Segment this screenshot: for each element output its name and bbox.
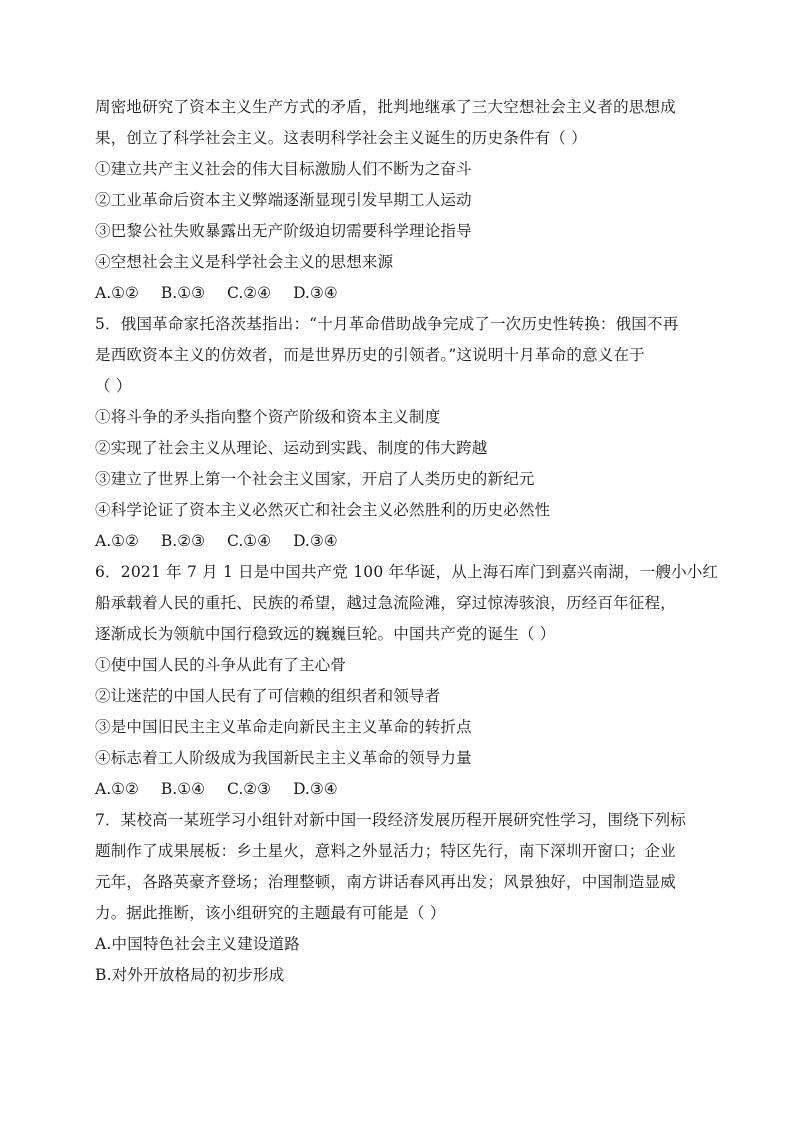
question-stem-line: 5．俄国革命家托洛茨基指出：“十月革命借助战争完成了一次历史性转换：俄国不再 xyxy=(95,315,679,333)
question-6 xyxy=(95,557,719,805)
statement-3: ③建立了世界上第一个社会主义国家，开启了人类历史的新纪元 xyxy=(95,470,535,488)
question-stem-line: 7．某校高一某班学习小组针对新中国一段经济发展历程开展研究性学习，围绕下列标 xyxy=(95,811,686,829)
statement-3: ③是中国旧民主主义革命走向新民主主义革命的转折点 xyxy=(95,718,472,736)
option-b: B.①③ xyxy=(160,284,206,302)
option-b: B.①④ xyxy=(160,780,206,798)
option-a: A.①② xyxy=(95,780,139,798)
option-d: D.③④ xyxy=(293,780,338,798)
question-stem-line: 题制作了成果展板：乡土星火，意料之外显活力；特区先行，南下深圳开窗口；企业 xyxy=(95,842,676,860)
option-d: D.③④ xyxy=(293,532,338,550)
statement-2: ②工业革命后资本主义弊端逐渐显现引发早期工人运动 xyxy=(95,191,472,209)
statement-1: ①使中国人民的斗争从此有了主心骨 xyxy=(95,656,347,674)
choice-b: B.对外开放格局的初步形成 xyxy=(95,966,285,984)
statement-2: ②让迷茫的中国人民有了可信赖的组织者和领导者 xyxy=(95,687,441,705)
option-c: C.①④ xyxy=(227,532,272,550)
option-a: A.①② xyxy=(95,284,139,302)
question-4-continuation xyxy=(95,92,705,309)
option-c: C.②③ xyxy=(227,780,272,798)
option-c: C.②④ xyxy=(227,284,272,302)
choice-a: A.中国特色社会主义建设道路 xyxy=(95,935,300,953)
statement-2: ②实现了社会主义从理论、运动到实践、制度的伟大跨越 xyxy=(95,439,488,457)
statement-4: ④科学论证了资本主义必然灭亡和社会主义必然胜利的历史必然性 xyxy=(95,501,551,519)
question-stem-line: 果，创立了科学社会主义。这表明科学社会主义诞生的历史条件有（ ） xyxy=(95,129,587,147)
question-stem-line: 周密地研究了资本主义生产方式的矛盾，批判地继承了三大空想社会主义者的思想成 xyxy=(95,98,676,116)
statement-1: ①将斗争的矛头指向整个资产阶级和资本主义制度 xyxy=(95,408,441,426)
question-stem-line: 是西欧资本主义的仿效者，而是世界历史的引领者。”这说明十月革命的意义在于 xyxy=(95,346,645,364)
statement-1: ①建立共产主义社会的伟大目标激励人们不断为之奋斗 xyxy=(95,160,472,178)
option-d: D.③④ xyxy=(293,284,338,302)
answer-options xyxy=(95,526,705,557)
option-b: B.②③ xyxy=(160,532,206,550)
statement-4: ④标志着工人阶级成为我国新民主主义革命的领导力量 xyxy=(95,749,472,767)
question-7 xyxy=(95,805,705,991)
question-stem-line: 6．2021 年 7 月 1 日是中国共产党 100 年华诞，从上海石库门到嘉兴南湖，一艘小小红 xyxy=(95,563,719,581)
statement-4: ④空想社会主义是科学社会主义的思想来源 xyxy=(95,253,394,271)
exam-page xyxy=(95,92,719,991)
answer-options xyxy=(95,774,705,805)
question-stem-line: 力。据此推断，该小组研究的主题最有可能是（ ） xyxy=(95,904,446,922)
option-a: A.①② xyxy=(95,532,139,550)
question-5 xyxy=(95,309,705,557)
statement-3: ③巴黎公社失败暴露出无产阶级迫切需要科学理论指导 xyxy=(95,222,472,240)
answer-options xyxy=(95,278,705,309)
question-stem-line: 船承载着人民的重托、民族的希望，越过急流险滩，穿过惊涛骇浪，历经百年征程， xyxy=(95,594,676,612)
question-stem-line: （ ） xyxy=(95,377,132,395)
question-stem-line: 逐渐成长为领航中国行稳致远的巍巍巨轮。中国共产党的诞生（ ） xyxy=(95,625,556,643)
question-stem-line: 元年，各路英豪齐登场；治理整顿，南方讲话春风再出发；风景独好，中国制造显威 xyxy=(95,873,676,891)
